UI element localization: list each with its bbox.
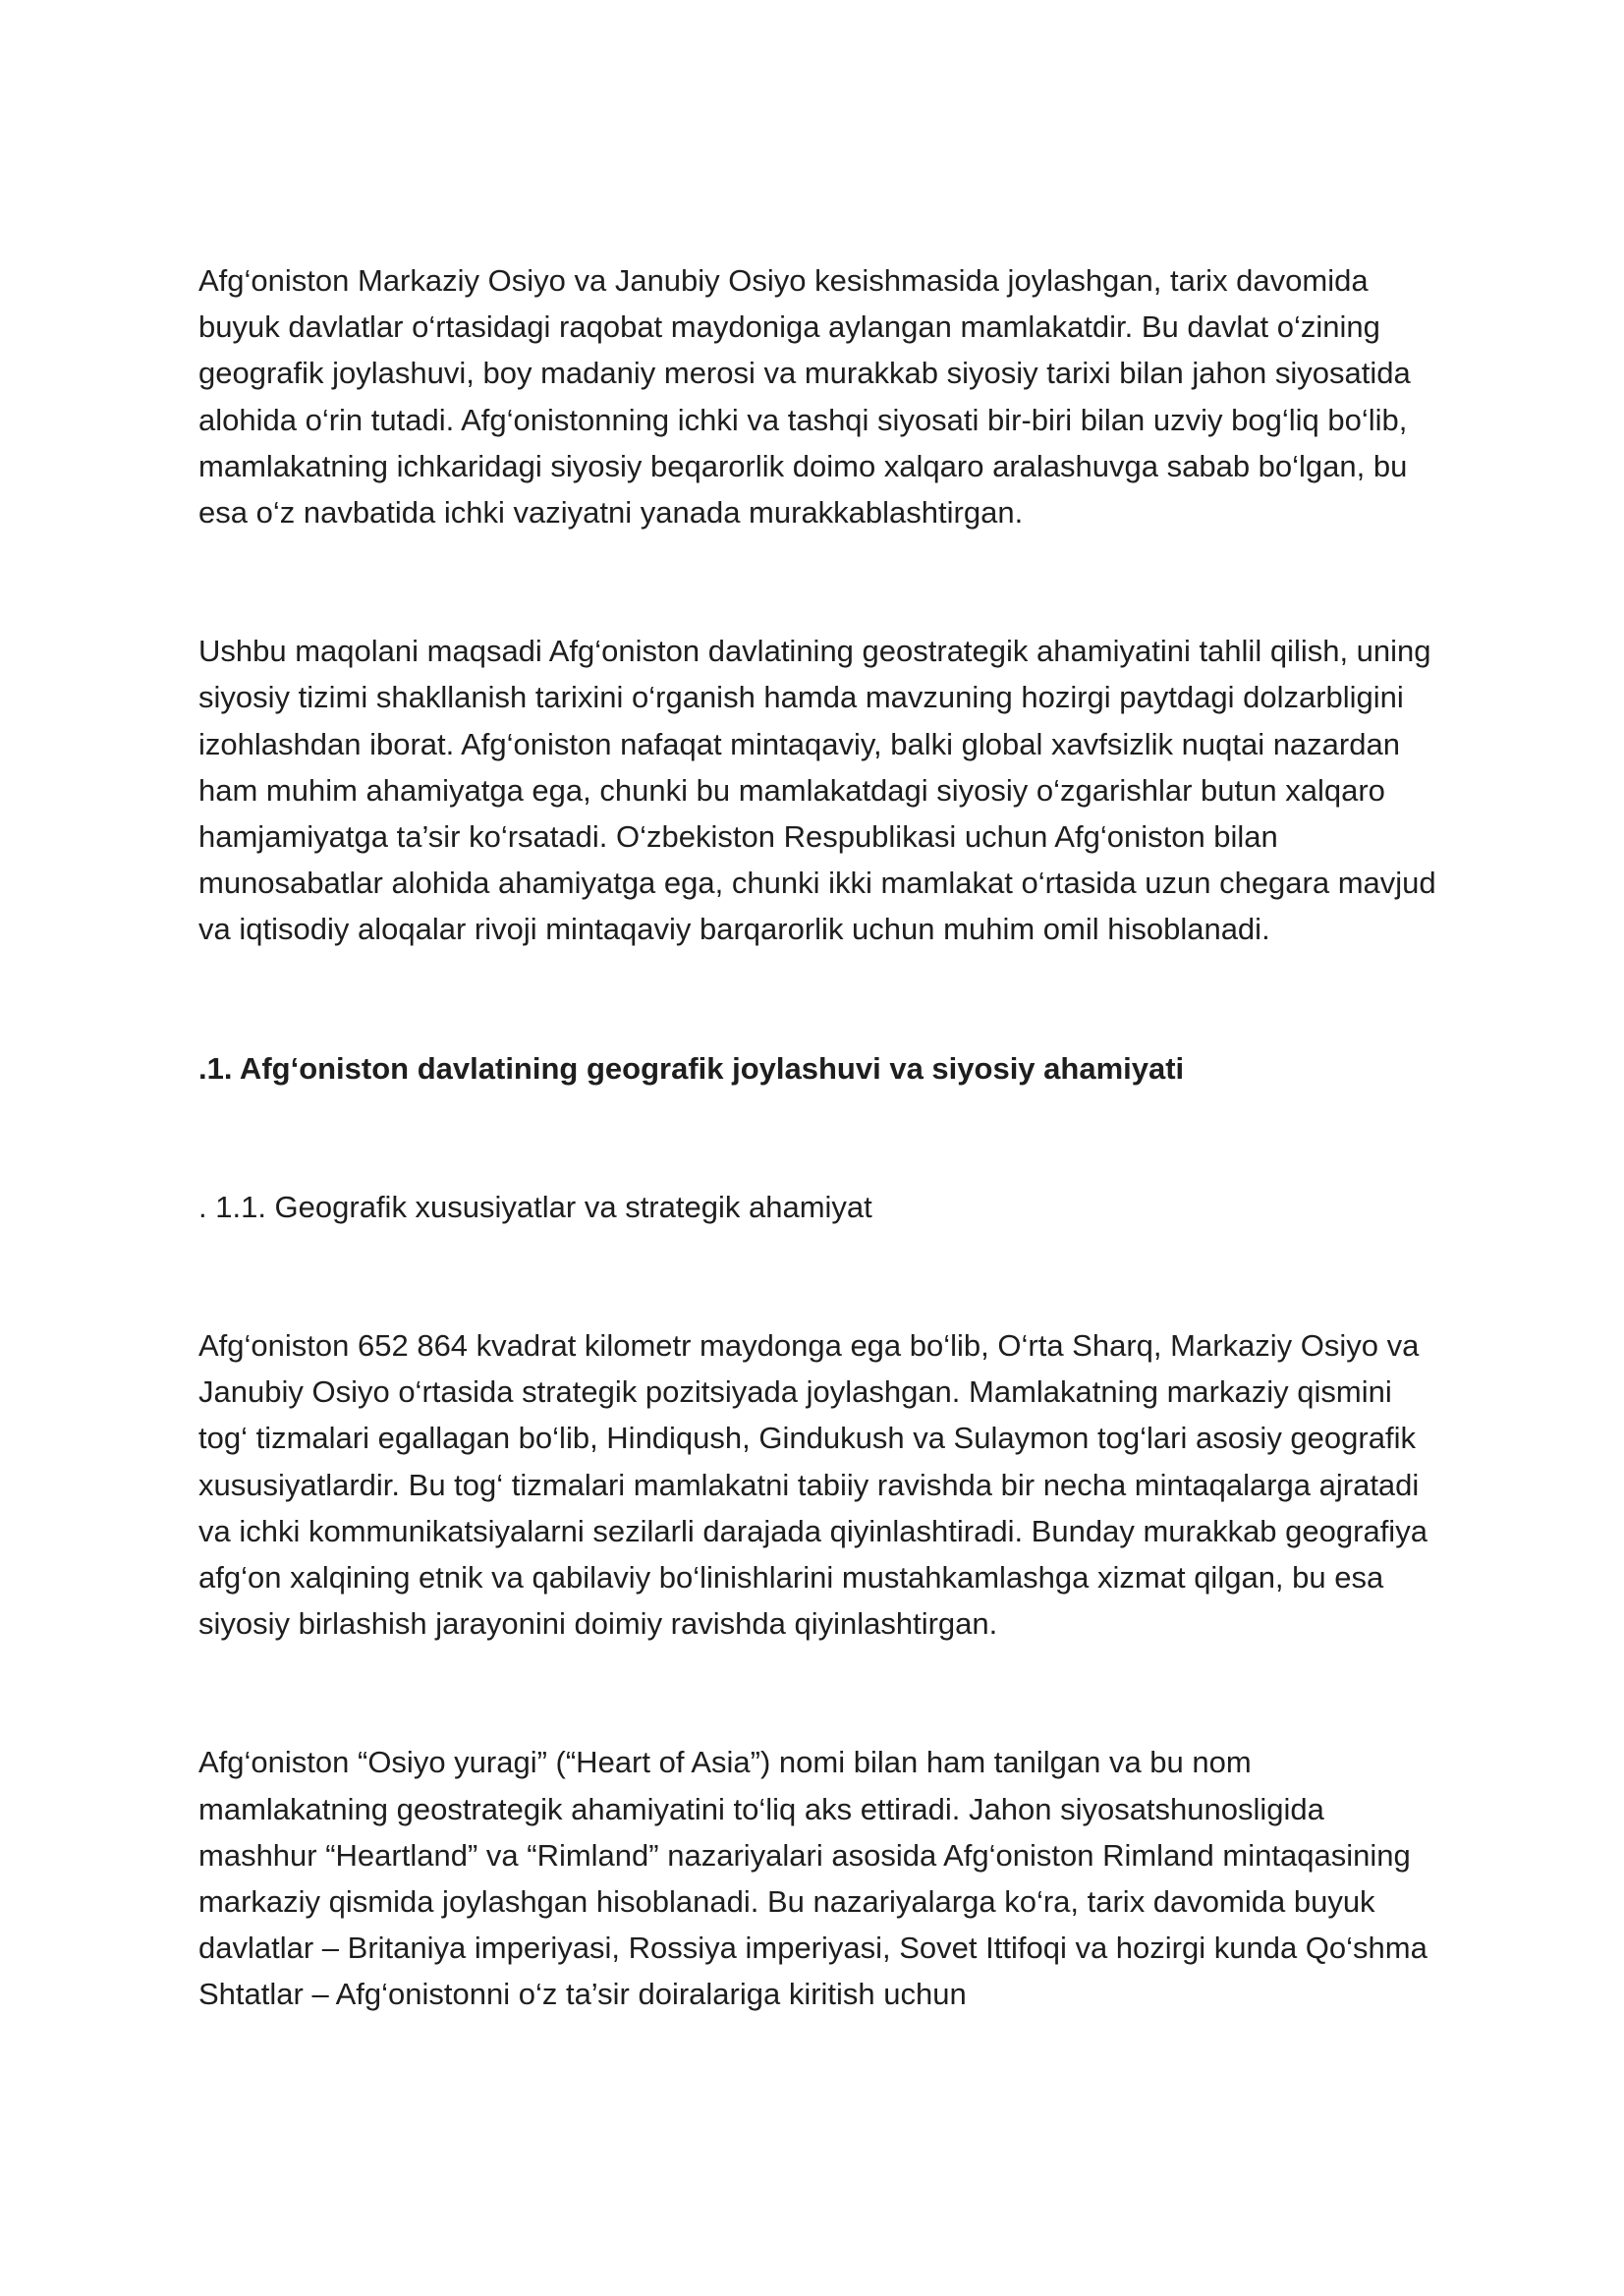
subsection-heading: . 1.1. Geografik xususiyatlar va strategik ahamiyat [198,1189,872,1224]
section-heading: .1. Afg‘oniston davlatining geografik joylashuvi va siyosiy ahamiyati [198,1050,1185,1086]
section-paragraph-2: Afg‘oniston “Osiyo yuragi” (“Heart of Asia”) nomi bilan ham tanilgan va bu nom mamlakatning geostrategik ahamiyatini to‘liq aks ettiradi. Jahon siyosatshunosligida mashhur “Heartland” va “Rimland” nazariyalari asosida Afg‘oniston Rimland mintaqasining markaziy qismida joylashgan hisoblanadi. Bu nazariyalarga ko‘ra, tarix davomida buyuk davlatlar – Britaniya imperiyasi, Rossiya imperiyasi, Sovet Ittifoqi va hozirgi kunda Qo‘shma Shtatlar – Afg‘onistonni o‘z ta’sir doiralariga kiritish uchun [198,1745,1428,2012]
intro-paragraph-1: Afg‘oniston Markaziy Osiyo va Janubiy Osiyo kesishmasida joylashgan, tarix davomida buyuk davlatlar o‘rtasidagi raqobat maydoniga aylangan mamlakatdir. Bu davlat o‘zining geografik joylashuvi, boy madaniy merosi va murakkab siyosiy tarixi bilan jahon siyosatida alohida o‘rin tutadi. Afg‘onistonning ichki va tashqi siyosati bir-biri bilan uzviy bog‘liq bo‘lib, mamlakatning ichkaridagi siyosiy beqarorlik doimo xalqaro aralashuvga sabab bo‘lgan, bu esa o‘z navbatida ichki vaziyatni yanada murakkablashtirgan. [198,263,1411,531]
section-paragraph-1: Afg‘oniston 652 864 kvadrat kilometr maydonga ega bo‘lib, O‘rta Sharq, Markaziy Osiyo va Janubiy Osiyo o‘rtasida strategik pozitsiyada joylashgan. Mamlakatning markaziy qismini tog‘ tizmalari egallagan bo‘lib, Hindiqush, Gindukush va Sulaymon tog‘lari asosiy geografik xususiyatlardir. Bu tog‘ tizmalari mamlakatni tabiiy ravishda bir necha mintaqalarga ajratadi va ichki kommunikatsiyalarni sezilarli darajada qiyinlashtiradi. Bunday murakkab geografiya afg‘on xalqining etnik va qabilaviy bo‘linishlarini mustahkamlashga xizmat qilgan, bu esa siyosiy birlashish jarayonini doimiy ravishda qiyinlashtirgan. [198,1328,1428,1642]
document-body [198,257,1446,2018]
intro-paragraph-2: Ushbu maqolani maqsadi Afg‘oniston davlatining geostrategik ahamiyatini tahlil qilish, uning siyosiy tizimi shakllanish tarixini o‘rganish hamda mavzuning hozirgi paytdagi dolzarbligini izohlashdan iborat. Afg‘oniston nafaqat mintaqaviy, balki global xavfsizlik nuqtai nazardan ham muhim ahamiyatga ega, chunki bu mamlakatdagi siyosiy o‘zgarishlar butun xalqaro hamjamiyatga ta’sir ko‘rsatadi. O‘zbekiston Respublikasi uchun Afg‘oniston bilan munosabatlar alohida ahamiyatga ega, chunki ikki mamlakat o‘rtasida uzun chegara mavjud va iqtisodiy aloqalar rivoji mintaqaviy barqarorlik uchun muhim omil hisoblanadi. [198,634,1436,947]
